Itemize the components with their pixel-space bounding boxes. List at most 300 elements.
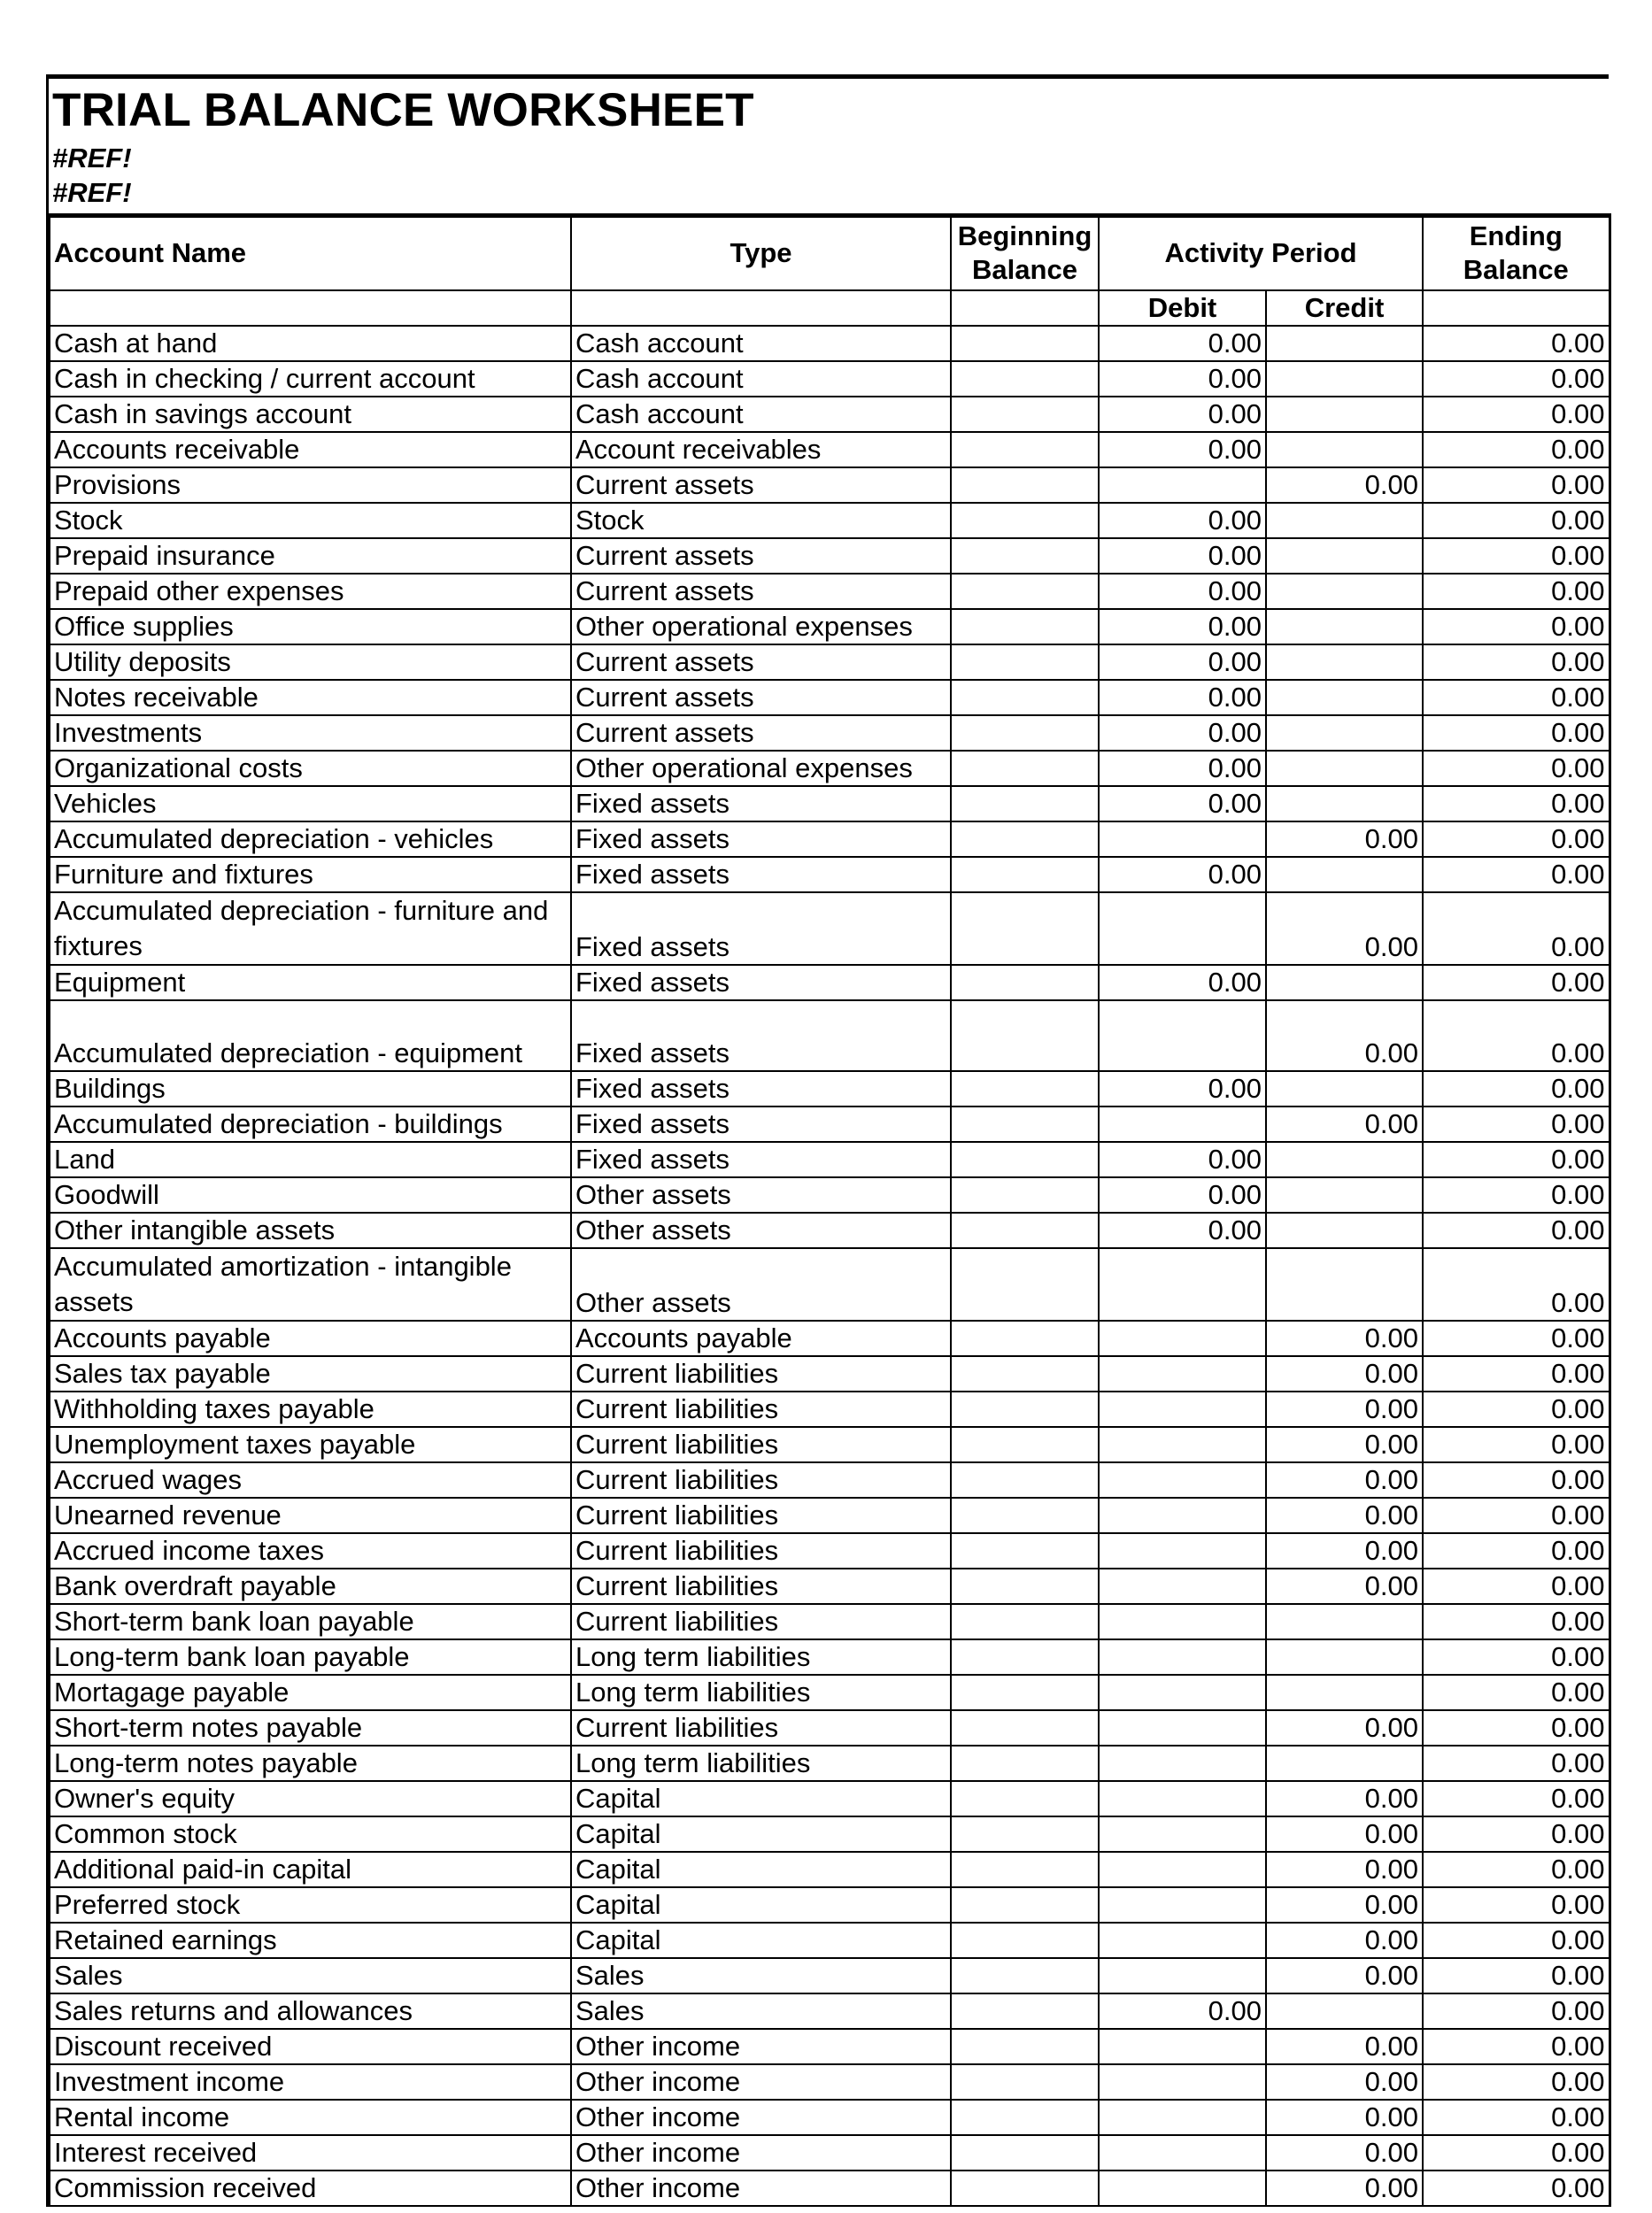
account-name-cell: Retained earnings	[50, 1923, 571, 1958]
account-type-cell: Current liabilities	[571, 1569, 951, 1604]
credit-cell: 0.00	[1266, 1852, 1423, 1887]
credit-cell	[1266, 715, 1423, 751]
ending-balance-cell: 0.00	[1423, 786, 1610, 821]
debit-cell: 0.00	[1099, 1993, 1266, 2029]
beginning-balance-cell	[951, 1675, 1099, 1710]
beginning-balance-cell	[951, 1710, 1099, 1746]
ending-balance-cell: 0.00	[1423, 2171, 1610, 2206]
table-row	[50, 1639, 1610, 1675]
credit-cell: 0.00	[1266, 1533, 1423, 1569]
subheader-blank	[1423, 290, 1610, 326]
account-type-cell: Current liabilities	[571, 1356, 951, 1392]
account-name-cell: Prepaid other expenses	[50, 574, 571, 609]
beginning-balance-cell	[951, 2029, 1099, 2064]
table-row	[50, 1816, 1610, 1852]
table-row	[50, 680, 1610, 715]
debit-cell: 0.00	[1099, 432, 1266, 467]
account-name-cell: Accumulated amortization - intangible assets	[50, 1248, 571, 1321]
debit-cell: 0.00	[1099, 644, 1266, 680]
account-name-cell: Prepaid insurance	[50, 538, 571, 574]
account-type-cell: Other assets	[571, 1213, 951, 1248]
beginning-balance-cell	[951, 432, 1099, 467]
account-type-cell: Capital	[571, 1816, 951, 1852]
beginning-balance-cell	[951, 857, 1099, 892]
table-row	[50, 965, 1610, 1000]
ending-balance-cell: 0.00	[1423, 467, 1610, 503]
account-type-cell: Other income	[571, 2171, 951, 2206]
account-name-cell: Furniture and fixtures	[50, 857, 571, 892]
account-name-cell: Land	[50, 1142, 571, 1177]
header-row	[50, 216, 1610, 290]
ending-balance-cell: 0.00	[1423, 1000, 1610, 1071]
account-type-cell: Long term liabilities	[571, 1675, 951, 1710]
account-name-cell: Sales returns and allowances	[50, 1993, 571, 2029]
account-type-cell: Current assets	[571, 574, 951, 609]
credit-cell	[1266, 326, 1423, 361]
ending-balance-cell: 0.00	[1423, 361, 1610, 397]
beginning-balance-cell	[951, 574, 1099, 609]
account-type-cell: Sales	[571, 1993, 951, 2029]
ending-balance-cell: 0.00	[1423, 1248, 1610, 1321]
account-name-cell: Stock	[50, 503, 571, 538]
credit-cell: 0.00	[1266, 1923, 1423, 1958]
beginning-balance-cell	[951, 965, 1099, 1000]
account-type-cell: Current assets	[571, 644, 951, 680]
beginning-balance-cell	[951, 609, 1099, 644]
beginning-balance-cell	[951, 1816, 1099, 1852]
beginning-balance-cell	[951, 1569, 1099, 1604]
table-row	[50, 1000, 1610, 1071]
beginning-balance-cell	[951, 1142, 1099, 1177]
ending-balance-cell: 0.00	[1423, 1710, 1610, 1746]
beginning-balance-cell	[951, 1781, 1099, 1816]
beginning-balance-cell	[951, 467, 1099, 503]
beginning-balance-cell	[951, 1248, 1099, 1321]
beginning-balance-cell	[951, 1071, 1099, 1106]
credit-cell	[1266, 680, 1423, 715]
credit-cell	[1266, 1604, 1423, 1639]
credit-cell: 0.00	[1266, 1498, 1423, 1533]
ending-balance-cell: 0.00	[1423, 1993, 1610, 2029]
account-name-cell: Additional paid-in capital	[50, 1852, 571, 1887]
sheet-title: TRIAL BALANCE WORKSHEET	[52, 84, 754, 136]
table-row	[50, 1746, 1610, 1781]
sheet-subtitle-2: #REF!	[52, 177, 132, 208]
table-row	[50, 1427, 1610, 1462]
credit-cell: 0.00	[1266, 2135, 1423, 2171]
debit-cell	[1099, 1746, 1266, 1781]
beginning-balance-cell	[951, 2100, 1099, 2135]
table-row	[50, 1852, 1610, 1887]
debit-cell: 0.00	[1099, 503, 1266, 538]
debit-cell: 0.00	[1099, 609, 1266, 644]
account-type-cell: Capital	[571, 1781, 951, 1816]
account-type-cell: Current liabilities	[571, 1710, 951, 1746]
account-type-cell: Cash account	[571, 397, 951, 432]
account-type-cell: Cash account	[571, 326, 951, 361]
account-type-cell: Fixed assets	[571, 821, 951, 857]
table-row	[50, 538, 1610, 574]
table-row	[50, 1356, 1610, 1392]
beginning-balance-cell	[951, 644, 1099, 680]
table-row	[50, 751, 1610, 786]
debit-cell	[1099, 1639, 1266, 1675]
account-name-cell: Accumulated depreciation - vehicles	[50, 821, 571, 857]
ending-balance-cell: 0.00	[1423, 538, 1610, 574]
credit-cell	[1266, 751, 1423, 786]
account-name-cell: Commission received	[50, 2171, 571, 2206]
account-name-cell: Cash in savings account	[50, 397, 571, 432]
account-type-cell: Account receivables	[571, 432, 951, 467]
table-row	[50, 503, 1610, 538]
debit-cell	[1099, 1321, 1266, 1356]
table-row	[50, 644, 1610, 680]
table-row	[50, 857, 1610, 892]
debit-cell	[1099, 1498, 1266, 1533]
beginning-balance-cell	[951, 1887, 1099, 1923]
table-row	[50, 1781, 1610, 1816]
account-name-cell: Bank overdraft payable	[50, 1569, 571, 1604]
debit-cell: 0.00	[1099, 326, 1266, 361]
debit-cell: 0.00	[1099, 1213, 1266, 1248]
account-type-cell: Fixed assets	[571, 1142, 951, 1177]
subheader-blank	[951, 290, 1099, 326]
beginning-balance-cell	[951, 680, 1099, 715]
account-name-cell: Equipment	[50, 965, 571, 1000]
credit-cell: 0.00	[1266, 1000, 1423, 1071]
ending-balance-cell: 0.00	[1423, 1213, 1610, 1248]
account-type-cell: Fixed assets	[571, 857, 951, 892]
beginning-balance-cell	[951, 1746, 1099, 1781]
table-row	[50, 1071, 1610, 1106]
trial-balance-table	[49, 213, 1611, 2207]
credit-cell	[1266, 644, 1423, 680]
credit-cell	[1266, 786, 1423, 821]
credit-cell	[1266, 857, 1423, 892]
credit-cell: 0.00	[1266, 2029, 1423, 2064]
debit-cell	[1099, 1675, 1266, 1710]
account-name-cell: Accumulated depreciation - buildings	[50, 1106, 571, 1142]
ending-balance-cell: 0.00	[1423, 857, 1610, 892]
account-type-cell: Sales	[571, 1958, 951, 1993]
header-account-name: Account Name	[50, 216, 571, 290]
subheader-blank	[50, 290, 571, 326]
credit-cell: 0.00	[1266, 1887, 1423, 1923]
debit-cell	[1099, 1781, 1266, 1816]
table-row	[50, 2171, 1610, 2206]
account-type-cell: Fixed assets	[571, 1071, 951, 1106]
debit-cell: 0.00	[1099, 538, 1266, 574]
account-type-cell: Other assets	[571, 1248, 951, 1321]
ending-balance-cell: 0.00	[1423, 1498, 1610, 1533]
table-row	[50, 2135, 1610, 2171]
ending-balance-cell: 0.00	[1423, 1923, 1610, 1958]
account-name-cell: Other intangible assets	[50, 1213, 571, 1248]
credit-cell	[1266, 503, 1423, 538]
beginning-balance-cell	[951, 1177, 1099, 1213]
beginning-balance-cell	[951, 751, 1099, 786]
debit-cell	[1099, 1533, 1266, 1569]
ending-balance-cell: 0.00	[1423, 1142, 1610, 1177]
beginning-balance-cell	[951, 786, 1099, 821]
account-name-cell: Cash at hand	[50, 326, 571, 361]
ending-balance-cell: 0.00	[1423, 644, 1610, 680]
account-type-cell: Other assets	[571, 1177, 951, 1213]
ending-balance-cell: 0.00	[1423, 609, 1610, 644]
debit-cell	[1099, 2171, 1266, 2206]
beginning-balance-cell	[951, 1993, 1099, 2029]
ending-balance-cell: 0.00	[1423, 1533, 1610, 1569]
account-name-cell: Rental income	[50, 2100, 571, 2135]
debit-cell	[1099, 2135, 1266, 2171]
credit-cell	[1266, 1248, 1423, 1321]
credit-cell: 0.00	[1266, 1462, 1423, 1498]
account-name-cell: Short-term bank loan payable	[50, 1604, 571, 1639]
subheader-blank	[571, 290, 951, 326]
beginning-balance-cell	[951, 1958, 1099, 1993]
ending-balance-cell: 0.00	[1423, 1746, 1610, 1781]
ending-balance-cell: 0.00	[1423, 715, 1610, 751]
table-row	[50, 574, 1610, 609]
beginning-balance-cell	[951, 361, 1099, 397]
account-type-cell: Capital	[571, 1887, 951, 1923]
account-name-cell: Accounts receivable	[50, 432, 571, 467]
credit-cell	[1266, 432, 1423, 467]
account-name-cell: Accrued income taxes	[50, 1533, 571, 1569]
debit-cell: 0.00	[1099, 965, 1266, 1000]
account-type-cell: Other income	[571, 2135, 951, 2171]
beginning-balance-cell	[951, 1356, 1099, 1392]
account-type-cell: Current liabilities	[571, 1392, 951, 1427]
sheet-subtitle-1: #REF!	[52, 143, 132, 173]
credit-cell	[1266, 1071, 1423, 1106]
ending-balance-cell: 0.00	[1423, 1177, 1610, 1213]
ending-balance-cell: 0.00	[1423, 1392, 1610, 1427]
ending-balance-cell: 0.00	[1423, 432, 1610, 467]
debit-cell: 0.00	[1099, 680, 1266, 715]
beginning-balance-cell	[951, 1106, 1099, 1142]
debit-cell	[1099, 1106, 1266, 1142]
debit-cell: 0.00	[1099, 715, 1266, 751]
ending-balance-cell: 0.00	[1423, 1816, 1610, 1852]
table-row	[50, 1177, 1610, 1213]
account-name-cell: Cash in checking / current account	[50, 361, 571, 397]
ending-balance-cell: 0.00	[1423, 2064, 1610, 2100]
account-name-cell: Accumulated depreciation - equipment	[50, 1000, 571, 1071]
account-type-cell: Other income	[571, 2029, 951, 2064]
credit-cell: 0.00	[1266, 1427, 1423, 1462]
account-name-cell: Accrued wages	[50, 1462, 571, 1498]
account-name-cell: Long-term bank loan payable	[50, 1639, 571, 1675]
credit-cell	[1266, 609, 1423, 644]
beginning-balance-cell	[951, 2064, 1099, 2100]
account-name-cell: Vehicles	[50, 786, 571, 821]
ending-balance-cell: 0.00	[1423, 397, 1610, 432]
beginning-balance-cell	[951, 1392, 1099, 1427]
ending-balance-cell: 0.00	[1423, 965, 1610, 1000]
account-type-cell: Current assets	[571, 715, 951, 751]
account-type-cell: Long term liabilities	[571, 1746, 951, 1781]
debit-cell	[1099, 1248, 1266, 1321]
account-type-cell: Other operational expenses	[571, 609, 951, 644]
ending-balance-cell: 0.00	[1423, 1958, 1610, 1993]
beginning-balance-cell	[951, 397, 1099, 432]
account-type-cell: Capital	[571, 1923, 951, 1958]
credit-cell: 0.00	[1266, 1781, 1423, 1816]
debit-cell	[1099, 1816, 1266, 1852]
account-name-cell: Owner's equity	[50, 1781, 571, 1816]
account-name-cell: Discount received	[50, 2029, 571, 2064]
beginning-balance-cell	[951, 1321, 1099, 1356]
beginning-balance-cell	[951, 1923, 1099, 1958]
account-name-cell: Notes receivable	[50, 680, 571, 715]
beginning-balance-cell	[951, 1498, 1099, 1533]
account-type-cell: Capital	[571, 1852, 951, 1887]
credit-cell	[1266, 965, 1423, 1000]
account-name-cell: Buildings	[50, 1071, 571, 1106]
debit-cell	[1099, 1958, 1266, 1993]
ending-balance-cell: 0.00	[1423, 1071, 1610, 1106]
header-ending-balance: Ending Balance	[1423, 216, 1610, 290]
credit-cell	[1266, 1675, 1423, 1710]
table-row	[50, 432, 1610, 467]
table-row	[50, 1958, 1610, 1993]
beginning-balance-cell	[951, 1427, 1099, 1462]
debit-cell	[1099, 1923, 1266, 1958]
debit-cell	[1099, 892, 1266, 965]
account-name-cell: Unearned revenue	[50, 1498, 571, 1533]
ending-balance-cell: 0.00	[1423, 892, 1610, 965]
debit-cell: 0.00	[1099, 574, 1266, 609]
account-type-cell: Other income	[571, 2064, 951, 2100]
debit-cell	[1099, 1710, 1266, 1746]
credit-cell: 0.00	[1266, 1106, 1423, 1142]
beginning-balance-cell	[951, 1852, 1099, 1887]
beginning-balance-cell	[951, 2135, 1099, 2171]
account-name-cell: Office supplies	[50, 609, 571, 644]
account-name-cell: Short-term notes payable	[50, 1710, 571, 1746]
ending-balance-cell: 0.00	[1423, 503, 1610, 538]
debit-cell	[1099, 1462, 1266, 1498]
debit-cell	[1099, 467, 1266, 503]
subheader-row	[50, 290, 1610, 326]
table-row	[50, 1887, 1610, 1923]
account-name-cell: Preferred stock	[50, 1887, 571, 1923]
debit-cell	[1099, 1356, 1266, 1392]
account-name-cell: Organizational costs	[50, 751, 571, 786]
table-row	[50, 1498, 1610, 1533]
table-row	[50, 2100, 1610, 2135]
table-row	[50, 1142, 1610, 1177]
account-name-cell: Interest received	[50, 2135, 571, 2171]
beginning-balance-cell	[951, 892, 1099, 965]
table-row	[50, 715, 1610, 751]
account-type-cell: Other income	[571, 2100, 951, 2135]
account-type-cell: Fixed assets	[571, 892, 951, 965]
credit-cell	[1266, 1746, 1423, 1781]
debit-cell	[1099, 1392, 1266, 1427]
account-name-cell: Sales	[50, 1958, 571, 1993]
ending-balance-cell: 0.00	[1423, 1462, 1610, 1498]
account-rows	[50, 326, 1610, 2206]
account-type-cell: Current liabilities	[571, 1533, 951, 1569]
beginning-balance-cell	[951, 1213, 1099, 1248]
table-row	[50, 2064, 1610, 2100]
table-row	[50, 397, 1610, 432]
account-name-cell: Accumulated depreciation - furniture and fixtures	[50, 892, 571, 965]
account-type-cell: Other operational expenses	[571, 751, 951, 786]
ending-balance-cell: 0.00	[1423, 1781, 1610, 1816]
ending-balance-cell: 0.00	[1423, 1427, 1610, 1462]
table-row	[50, 1392, 1610, 1427]
account-name-cell: Goodwill	[50, 1177, 571, 1213]
table-row	[50, 892, 1610, 965]
header-type: Type	[571, 216, 951, 290]
ending-balance-cell: 0.00	[1423, 2135, 1610, 2171]
account-type-cell: Current assets	[571, 467, 951, 503]
debit-cell	[1099, 2029, 1266, 2064]
account-type-cell: Current assets	[571, 538, 951, 574]
account-type-cell: Fixed assets	[571, 965, 951, 1000]
account-name-cell: Utility deposits	[50, 644, 571, 680]
header-debit: Debit	[1099, 290, 1266, 326]
ending-balance-cell: 0.00	[1423, 2029, 1610, 2064]
account-type-cell: Fixed assets	[571, 786, 951, 821]
account-name-cell: Sales tax payable	[50, 1356, 571, 1392]
header-activity-period: Activity Period	[1099, 216, 1423, 290]
beginning-balance-cell	[951, 715, 1099, 751]
table-row	[50, 326, 1610, 361]
ending-balance-cell: 0.00	[1423, 1852, 1610, 1887]
ending-balance-cell: 0.00	[1423, 680, 1610, 715]
credit-cell	[1266, 1213, 1423, 1248]
credit-cell: 0.00	[1266, 2100, 1423, 2135]
account-type-cell: Accounts payable	[571, 1321, 951, 1356]
ending-balance-cell: 0.00	[1423, 1106, 1610, 1142]
debit-cell	[1099, 1000, 1266, 1071]
account-type-cell: Fixed assets	[571, 1000, 951, 1071]
credit-cell: 0.00	[1266, 1569, 1423, 1604]
credit-cell: 0.00	[1266, 467, 1423, 503]
account-type-cell: Cash account	[571, 361, 951, 397]
debit-cell: 0.00	[1099, 857, 1266, 892]
credit-cell	[1266, 1639, 1423, 1675]
account-type-cell: Current liabilities	[571, 1604, 951, 1639]
debit-cell: 0.00	[1099, 1071, 1266, 1106]
credit-cell	[1266, 538, 1423, 574]
beginning-balance-cell	[951, 326, 1099, 361]
header-credit: Credit	[1266, 290, 1423, 326]
trial-balance-sheet	[46, 74, 1609, 2207]
account-name-cell: Provisions	[50, 467, 571, 503]
account-name-cell: Accounts payable	[50, 1321, 571, 1356]
debit-cell: 0.00	[1099, 751, 1266, 786]
header-beginning-balance: Beginning Balance	[951, 216, 1099, 290]
ending-balance-cell: 0.00	[1423, 326, 1610, 361]
credit-cell: 0.00	[1266, 2171, 1423, 2206]
credit-cell: 0.00	[1266, 1710, 1423, 1746]
ending-balance-cell: 0.00	[1423, 1675, 1610, 1710]
table-row	[50, 1213, 1610, 1248]
table-row	[50, 1993, 1610, 2029]
ending-balance-cell: 0.00	[1423, 1887, 1610, 1923]
table-row	[50, 1321, 1610, 1356]
ending-balance-cell: 0.00	[1423, 574, 1610, 609]
account-name-cell: Long-term notes payable	[50, 1746, 571, 1781]
account-name-cell: Investment income	[50, 2064, 571, 2100]
debit-cell	[1099, 1852, 1266, 1887]
table-row	[50, 1248, 1610, 1321]
